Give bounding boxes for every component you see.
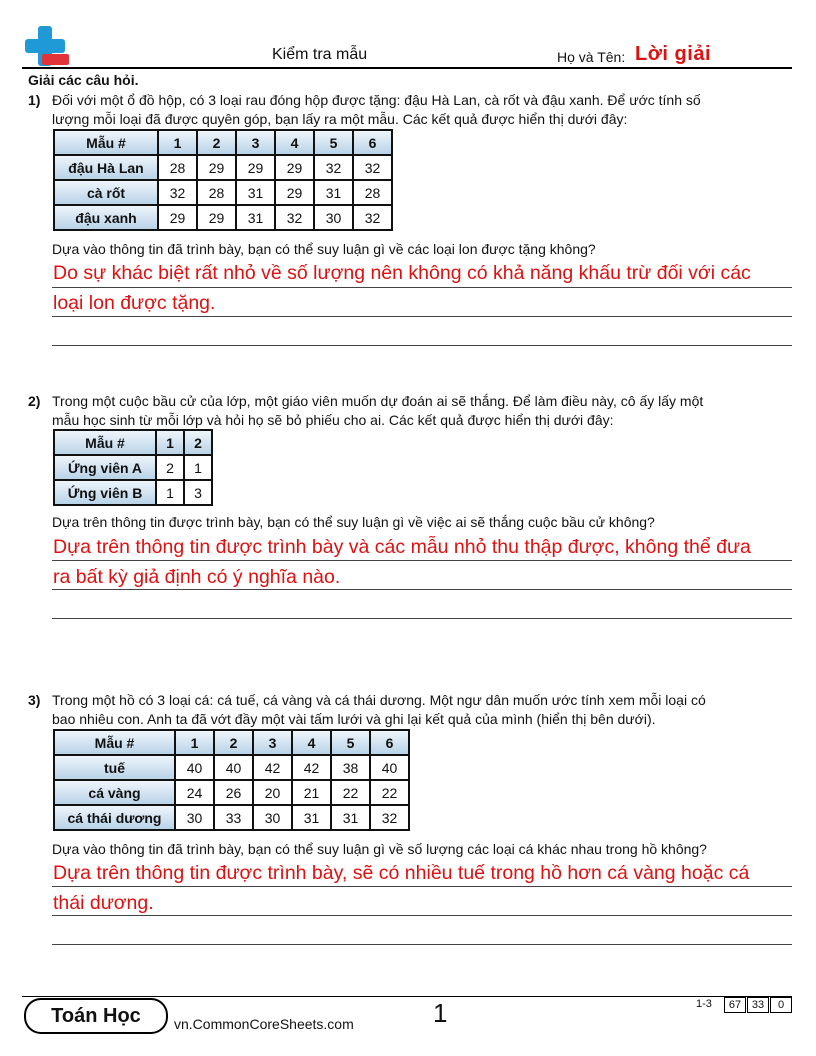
table-row: [54, 805, 409, 830]
table-corner: Mẫu #: [54, 430, 156, 455]
answer-rule: [52, 618, 792, 619]
table-row: [54, 780, 409, 805]
table-row: [54, 180, 392, 205]
table-col-header: 3: [253, 730, 292, 755]
table-col-header: 5: [331, 730, 370, 755]
sample-table: [53, 729, 410, 831]
table-cell: 30: [253, 805, 292, 830]
table-corner: Mẫu #: [54, 130, 158, 155]
table-cell: 24: [175, 780, 214, 805]
question-text: [52, 691, 792, 729]
answer-line: Dựa trên thông tin được trình bày và các mẫu nhỏ thu thập được, không thể đưa: [53, 536, 751, 558]
answer-rule: [52, 287, 792, 288]
table-cell: 28: [158, 155, 197, 180]
table-cell: 31: [331, 805, 370, 830]
table-col-header: 1: [156, 430, 184, 455]
instructions: Giải các câu hỏi.: [28, 72, 139, 88]
score-box: 0: [770, 997, 792, 1013]
table-cell: 40: [214, 755, 253, 780]
answer-line: Dựa trên thông tin được trình bày, sẽ có nhiều tuế trong hồ hơn cá vàng hoặc cá: [53, 862, 750, 884]
table-cell: 38: [331, 755, 370, 780]
answer-rule: [52, 886, 792, 887]
answer-text: [53, 858, 798, 918]
question-text-line: Trong một cuộc bầu cử của lớp, một giáo viên muốn dự đoán ai sẽ thắng. Để làm điều này, cô ấy lấy một: [52, 393, 704, 409]
table-row: [54, 755, 409, 780]
answer-rule: [52, 589, 792, 590]
table-cell: 40: [370, 755, 409, 780]
table-row-label: đậu Hà Lan: [54, 155, 158, 180]
answer-rule: [52, 560, 792, 561]
footer-divider: [22, 996, 792, 997]
answer-line: loại lon được tặng.: [53, 292, 216, 314]
table-cell: 33: [214, 805, 253, 830]
answer-line: thái dương.: [53, 892, 154, 914]
table-row-label: đậu xanh: [54, 205, 158, 230]
question-prompt: Dựa trên thông tin được trình bày, bạn có thể suy luận gì về việc ai sẽ thắng cuộc bầu cử không?: [52, 514, 655, 530]
table-cell: 42: [253, 755, 292, 780]
table-cell: 32: [370, 805, 409, 830]
table-cell: 29: [197, 155, 236, 180]
table-cell: 28: [197, 180, 236, 205]
name-value: Lời giải: [635, 43, 712, 65]
table-cell: 29: [275, 180, 314, 205]
table-col-header: 1: [158, 130, 197, 155]
table-cell: 31: [236, 205, 275, 230]
answer-rule: [52, 944, 792, 945]
table-row-label: cá vàng: [54, 780, 175, 805]
sample-table: [53, 129, 393, 231]
answer-text: [53, 532, 798, 592]
table-row: [54, 455, 212, 480]
table-col-header: 2: [197, 130, 236, 155]
table-cell: 20: [253, 780, 292, 805]
table-header-row: [54, 130, 392, 155]
table-cell: 32: [353, 155, 392, 180]
brand-badge: Toán Học: [24, 998, 168, 1034]
site-url: vn.CommonCoreSheets.com: [174, 1016, 354, 1032]
question-text: [52, 91, 792, 129]
table-col-header: 3: [236, 130, 275, 155]
table-cell: 1: [156, 480, 184, 505]
answer-text: [53, 258, 798, 318]
table-cell: 31: [292, 805, 331, 830]
question-text-line: Trong một hồ có 3 loại cá: cá tuế, cá vàng và cá thái dương. Một ngư dân muốn ước tính xem mỗi loại có: [52, 692, 706, 708]
question-prompt: Dựa vào thông tin đã trình bày, bạn có thể suy luận gì về các loại lon được tặng không?: [52, 241, 596, 257]
table-cell: 28: [353, 180, 392, 205]
table-corner: Mẫu #: [54, 730, 175, 755]
question-text: [52, 392, 792, 430]
answer-rule: [52, 316, 792, 317]
table-col-header: 4: [292, 730, 331, 755]
question-text-line: mẫu học sinh từ mỗi lớp và hỏi họ sẽ bỏ phiếu cho ai. Các kết quả được hiển thị dưới đây:: [52, 412, 614, 428]
answer-line: Do sự khác biệt rất nhỏ về số lượng nên không có khả năng khấu trừ đối với các: [53, 262, 751, 284]
question-prompt: Dựa vào thông tin đã trình bày, bạn có thể suy luận gì về số lượng các loại cá khác nhau trong hồ không?: [52, 841, 707, 857]
table-header-row: [54, 730, 409, 755]
table-cell: 29: [236, 155, 275, 180]
table-col-header: 6: [353, 130, 392, 155]
table-cell: 30: [314, 205, 353, 230]
answer-rule: [52, 915, 792, 916]
table-row-label: Ứng viên A: [54, 455, 156, 480]
name-label: Họ và Tên:: [557, 49, 626, 65]
table-cell: 31: [236, 180, 275, 205]
table-cell: 3: [184, 480, 212, 505]
table-cell: 1: [184, 455, 212, 480]
table-cell: 22: [331, 780, 370, 805]
sample-table: [53, 429, 213, 506]
header-divider: [22, 67, 792, 69]
table-row: [54, 205, 392, 230]
table-col-header: 5: [314, 130, 353, 155]
table-col-header: 4: [275, 130, 314, 155]
table-col-header: 6: [370, 730, 409, 755]
question-number: 2): [28, 393, 41, 409]
table-cell: 32: [275, 205, 314, 230]
problem-range: 1-3: [696, 998, 712, 1010]
answer-rule: [52, 345, 792, 346]
table-cell: 29: [158, 205, 197, 230]
table-row: [54, 480, 212, 505]
table-row-label: cà rốt: [54, 180, 158, 205]
question-number: 3): [28, 692, 41, 708]
question-text-line: lượng mỗi loại đã được quyên góp, bạn lấy ra một mẫu. Các kết quả được hiển thị dưới đây:: [52, 111, 628, 127]
table-cell: 21: [292, 780, 331, 805]
table-col-header: 1: [175, 730, 214, 755]
table-cell: 26: [214, 780, 253, 805]
question-text-line: Đối với một ổ đồ hộp, có 3 loại rau đóng hộp được tặng: đậu Hà Lan, cà rốt và đậu xanh. Để ước tính số: [52, 92, 701, 108]
table-col-header: 2: [214, 730, 253, 755]
table-cell: 32: [314, 155, 353, 180]
table-col-header: 2: [184, 430, 212, 455]
table-cell: 2: [156, 455, 184, 480]
question-text-line: bao nhiêu con. Anh ta đã vớt đầy một vài tấm lưới và ghi lại kết quả của mình (hiển thị bên dưới).: [52, 711, 656, 727]
table-header-row: [54, 430, 212, 455]
table-cell: 40: [175, 755, 214, 780]
question-number: 1): [28, 92, 41, 108]
page-number: 1: [433, 998, 448, 1028]
table-cell: 22: [370, 780, 409, 805]
page-title: Kiểm tra mẫu: [272, 46, 368, 63]
table-row-label: cá thái dương: [54, 805, 175, 830]
answer-line: ra bất kỳ giả định có ý nghĩa nào.: [53, 566, 341, 588]
score-box: 67: [724, 997, 746, 1013]
table-row-label: tuế: [54, 755, 175, 780]
table-cell: 32: [158, 180, 197, 205]
score-box: 33: [747, 997, 769, 1013]
table-row-label: Ứng viên B: [54, 480, 156, 505]
table-cell: 42: [292, 755, 331, 780]
table-cell: 29: [197, 205, 236, 230]
plus-minus-logo-icon: [22, 24, 70, 70]
table-cell: 31: [314, 180, 353, 205]
table-cell: 30: [175, 805, 214, 830]
table-cell: 29: [275, 155, 314, 180]
table-cell: 32: [353, 205, 392, 230]
table-row: [54, 155, 392, 180]
